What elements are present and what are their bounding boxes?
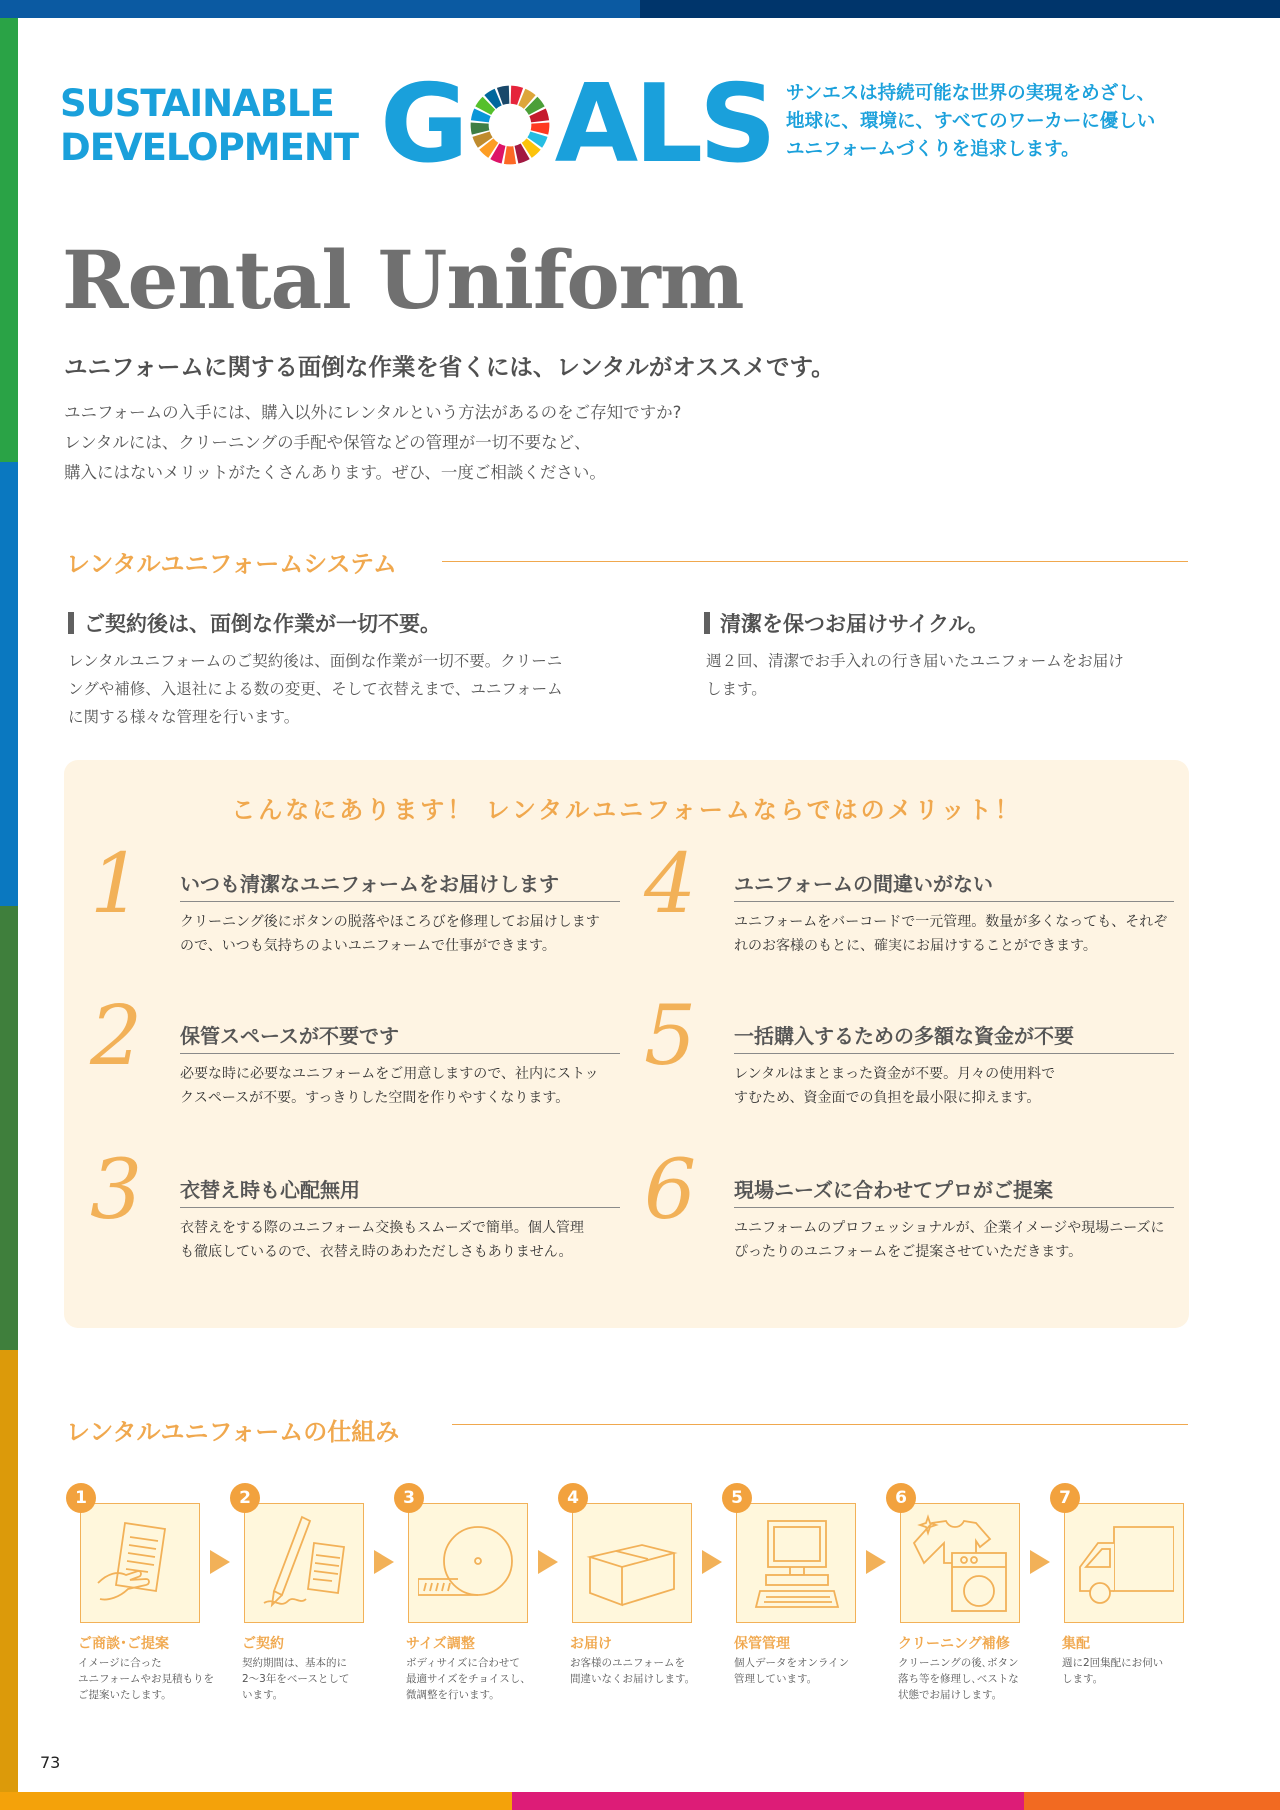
merit-heading: いつも清潔なユニフォームをお届けします [180, 868, 620, 902]
merit-body-line: 必要な時に必要なユニフォームをご用意しますので、社内にストッ [180, 1066, 599, 1082]
left-bar-segment [0, 1350, 18, 1793]
merit-number: 6 [644, 1143, 697, 1238]
step-number-badge: 1 [66, 1483, 96, 1513]
left-bar-segment [0, 906, 18, 1350]
merit-number: 4 [644, 837, 697, 932]
merit-item [644, 837, 1168, 980]
merit-body [180, 1062, 599, 1110]
step-desc-line: クリーニングの後､ボタン [898, 1657, 1019, 1669]
intro-line: ユニフォームの入手には、購入以外にレンタルという方法があるのをご存知ですか? [64, 403, 682, 422]
sdg-wheel-icon [469, 84, 551, 166]
pen-contract-icon [254, 1513, 354, 1613]
flow-section-title: レンタルユニフォームの仕組み [66, 1418, 400, 1446]
merit-body-line: れのお客様のもとに、確実にお届けすることができます。 [734, 938, 1097, 954]
page-number: 73 [40, 1753, 61, 1772]
system-left-heading-text: ご契約後は、面倒な作業が一切不要。 [84, 612, 441, 636]
step-illustration [244, 1503, 364, 1623]
merit-item [644, 1143, 1165, 1286]
lead-heading: ユニフォームに関する面倒な作業を省くには、レンタルがオススメです。 [64, 353, 835, 381]
merits-panel [64, 760, 1189, 1328]
merit-heading: ユニフォームの間違いがない [734, 868, 1174, 902]
washing-machine-icon [910, 1513, 1010, 1613]
step-desc-line: 2〜3年をベースとして [242, 1673, 350, 1685]
merit-heading: 現場ニーズに合わせてプロがご提案 [734, 1174, 1174, 1208]
merit-heading: 一括購入するための多額な資金が不要 [734, 1020, 1174, 1054]
step-number-badge: 3 [394, 1483, 424, 1513]
body-line: レンタルユニフォームのご契約後は、面倒な作業が一切不要。クリーニ [68, 652, 563, 670]
merit-heading: 衣替え時も心配無用 [180, 1174, 620, 1208]
sdg-logo-goals [380, 62, 773, 187]
step-desc-line: います。 [242, 1689, 284, 1701]
step-description [78, 1655, 214, 1703]
section-divider [452, 1424, 1188, 1425]
intro-line: 購入にはないメリットがたくさんあります。ぜひ、一度ご相談ください。 [64, 463, 606, 482]
merit-item [90, 837, 600, 980]
sdg-logo-line2: DEVELOPMENT [60, 126, 359, 169]
sdg-logo-g: G [380, 62, 465, 187]
flow-step [226, 1483, 386, 1703]
top-bar-segment [0, 0, 640, 18]
step-number-badge: 6 [886, 1483, 916, 1513]
merit-body-line: ので、いつも気持ちのよいユニフォームで仕事ができます。 [180, 938, 556, 954]
sdg-logo-line1: SUSTAINABLE [60, 82, 334, 125]
truck-icon [1074, 1513, 1174, 1613]
system-right-heading [704, 608, 989, 638]
document-hand-icon [90, 1513, 190, 1613]
left-bar-segment [0, 462, 18, 906]
step-label: お届け [570, 1636, 612, 1652]
sdg-logo [60, 62, 773, 187]
merit-number: 2 [90, 989, 143, 1084]
merit-body [180, 1216, 584, 1264]
step-desc-line: お客様のユニフォームを [570, 1657, 685, 1669]
merit-body [734, 1062, 1055, 1110]
step-description [570, 1655, 695, 1687]
top-color-bar [0, 0, 1280, 18]
step-illustration [736, 1503, 856, 1623]
flow-step [1046, 1483, 1206, 1703]
page-title: Rental Uniform [62, 233, 744, 327]
sdg-wheel-segment [504, 146, 516, 164]
step-number-badge: 7 [1050, 1483, 1080, 1513]
body-line: ングや補修、入退社による数の変更、そして衣替えまで、ユニフォーム [68, 680, 563, 698]
tagline-line: ユニフォームづくりを追求します。 [786, 139, 1080, 160]
merits-title: こんなにあります！ レンタルユニフォームならではのメリット！ [231, 796, 1022, 824]
flow-step [554, 1483, 714, 1703]
merit-number: 5 [644, 989, 697, 1084]
bottom-bar-segment [512, 1792, 1024, 1810]
sdg-tagline [786, 80, 1206, 164]
step-number-badge: 5 [722, 1483, 752, 1513]
step-description [406, 1655, 531, 1703]
body-line: に関する様々な管理を行います。 [68, 708, 300, 726]
step-label: ご商談･ご提案 [78, 1636, 169, 1652]
flow-step [718, 1483, 878, 1703]
merit-body-line: ぴったりのユニフォームをご提案させていただきます。 [734, 1244, 1083, 1260]
step-desc-line: 最適サイズをチョイスし、 [406, 1673, 531, 1685]
merit-body-line: クスペースが不要。すっきりした空間を作りやすくなります。 [180, 1090, 570, 1106]
step-label: 保管管理 [734, 1636, 790, 1652]
step-illustration [80, 1503, 200, 1623]
merit-number: 1 [90, 837, 143, 932]
step-label: ご契約 [242, 1636, 284, 1652]
merit-body-line: すむため、資金面での負担を最小限に抑えます。 [734, 1090, 1041, 1106]
step-desc-line: 状態でお届けします。 [898, 1689, 1003, 1701]
merit-heading: 保管スペースが不要です [180, 1020, 620, 1054]
tagline-line: サンエスは持続可能な世界の実現をめざし、 [786, 83, 1156, 104]
step-desc-line: ご提案いたします。 [78, 1689, 172, 1701]
step-desc-line: 契約期間は、基本的に [242, 1657, 347, 1669]
intro-line: レンタルには、クリーニングの手配や保管などの管理が一切不要など、 [64, 433, 591, 452]
step-description [1062, 1655, 1163, 1687]
body-line: します。 [706, 680, 767, 698]
tagline-line: 地球に、環境に、すべてのワーカーに優しい [786, 111, 1156, 132]
step-description [898, 1655, 1019, 1703]
step-desc-line: 週に2回集配にお伺い [1062, 1657, 1164, 1669]
flow-step [390, 1483, 550, 1703]
merit-body [734, 910, 1167, 958]
step-illustration [408, 1503, 528, 1623]
system-left-body [68, 647, 563, 731]
merit-number: 3 [90, 1143, 143, 1238]
step-desc-line: ユニフォームやお見積もりを [78, 1673, 214, 1685]
flow-step [882, 1483, 1042, 1703]
section-divider [442, 561, 1188, 562]
step-illustration [900, 1503, 1020, 1623]
system-right-body [706, 647, 1124, 703]
step-number-badge: 4 [558, 1483, 588, 1513]
sdg-logo-als: ALS [554, 62, 773, 187]
merit-body-line: クリーニング後にボタンの脱落やほころびを修理してお届けします [180, 914, 600, 930]
step-label: サイズ調整 [406, 1636, 475, 1652]
step-description [734, 1655, 849, 1687]
step-description [242, 1655, 349, 1703]
heading-marker [704, 612, 710, 634]
merit-body [180, 910, 600, 958]
intro-text [64, 398, 681, 488]
merit-item [90, 989, 599, 1132]
tape-measure-icon [418, 1513, 518, 1613]
step-illustration [572, 1503, 692, 1623]
merit-body-line: も徹底しているので、衣替え時のあわただしさもありません。 [180, 1244, 573, 1260]
computer-icon [746, 1513, 846, 1613]
step-desc-line: イメージに合った [78, 1657, 162, 1669]
heading-marker [68, 612, 74, 634]
step-desc-line: します。 [1062, 1673, 1104, 1685]
system-section-title: レンタルユニフォームシステム [66, 550, 397, 578]
bottom-bar-segment [0, 1792, 512, 1810]
step-desc-line: 落ち等を修理し､ベストな [898, 1673, 1019, 1685]
top-bar-segment [640, 0, 1280, 18]
left-color-bar [0, 18, 18, 1793]
step-desc-line: 管理しています。 [734, 1673, 818, 1685]
step-desc-line: ボディサイズに合わせて [406, 1657, 520, 1669]
merit-item [644, 989, 1084, 1132]
body-line: 週２回、清潔でお手入れの行き届いたユニフォームをお届け [706, 652, 1124, 670]
merit-body-line: ユニフォームをバーコードで一元管理。数量が多くなっても、それぞ [734, 914, 1168, 930]
step-desc-line: 微調整を行います。 [406, 1689, 500, 1701]
merit-body [734, 1216, 1165, 1264]
step-illustration [1064, 1503, 1184, 1623]
merit-item [90, 1143, 584, 1286]
left-bar-segment [0, 18, 18, 462]
system-left-heading [68, 608, 441, 638]
step-desc-line: 個人データをオンライン [734, 1657, 850, 1669]
bottom-bar-segment [1024, 1792, 1280, 1810]
step-label: クリーニング補修 [898, 1636, 1010, 1652]
system-right-heading-text: 清潔を保つお届けサイクル。 [720, 612, 989, 636]
merit-body-line: ユニフォームのプロフェッショナルが、企業イメージや現場ニーズに [734, 1220, 1165, 1236]
step-desc-line: 間違いなくお届けします。 [570, 1673, 696, 1685]
step-number-badge: 2 [230, 1483, 260, 1513]
bottom-color-bar [0, 1792, 1280, 1810]
merit-body-line: レンタルはまとまった資金が不要。月々の使用料で [734, 1066, 1056, 1082]
step-label: 集配 [1062, 1636, 1090, 1652]
box-icon [582, 1513, 682, 1613]
merit-body-line: 衣替えをする際のユニフォーム交換もスムーズで簡単。個人管理 [180, 1220, 584, 1236]
flow-step [62, 1483, 222, 1703]
